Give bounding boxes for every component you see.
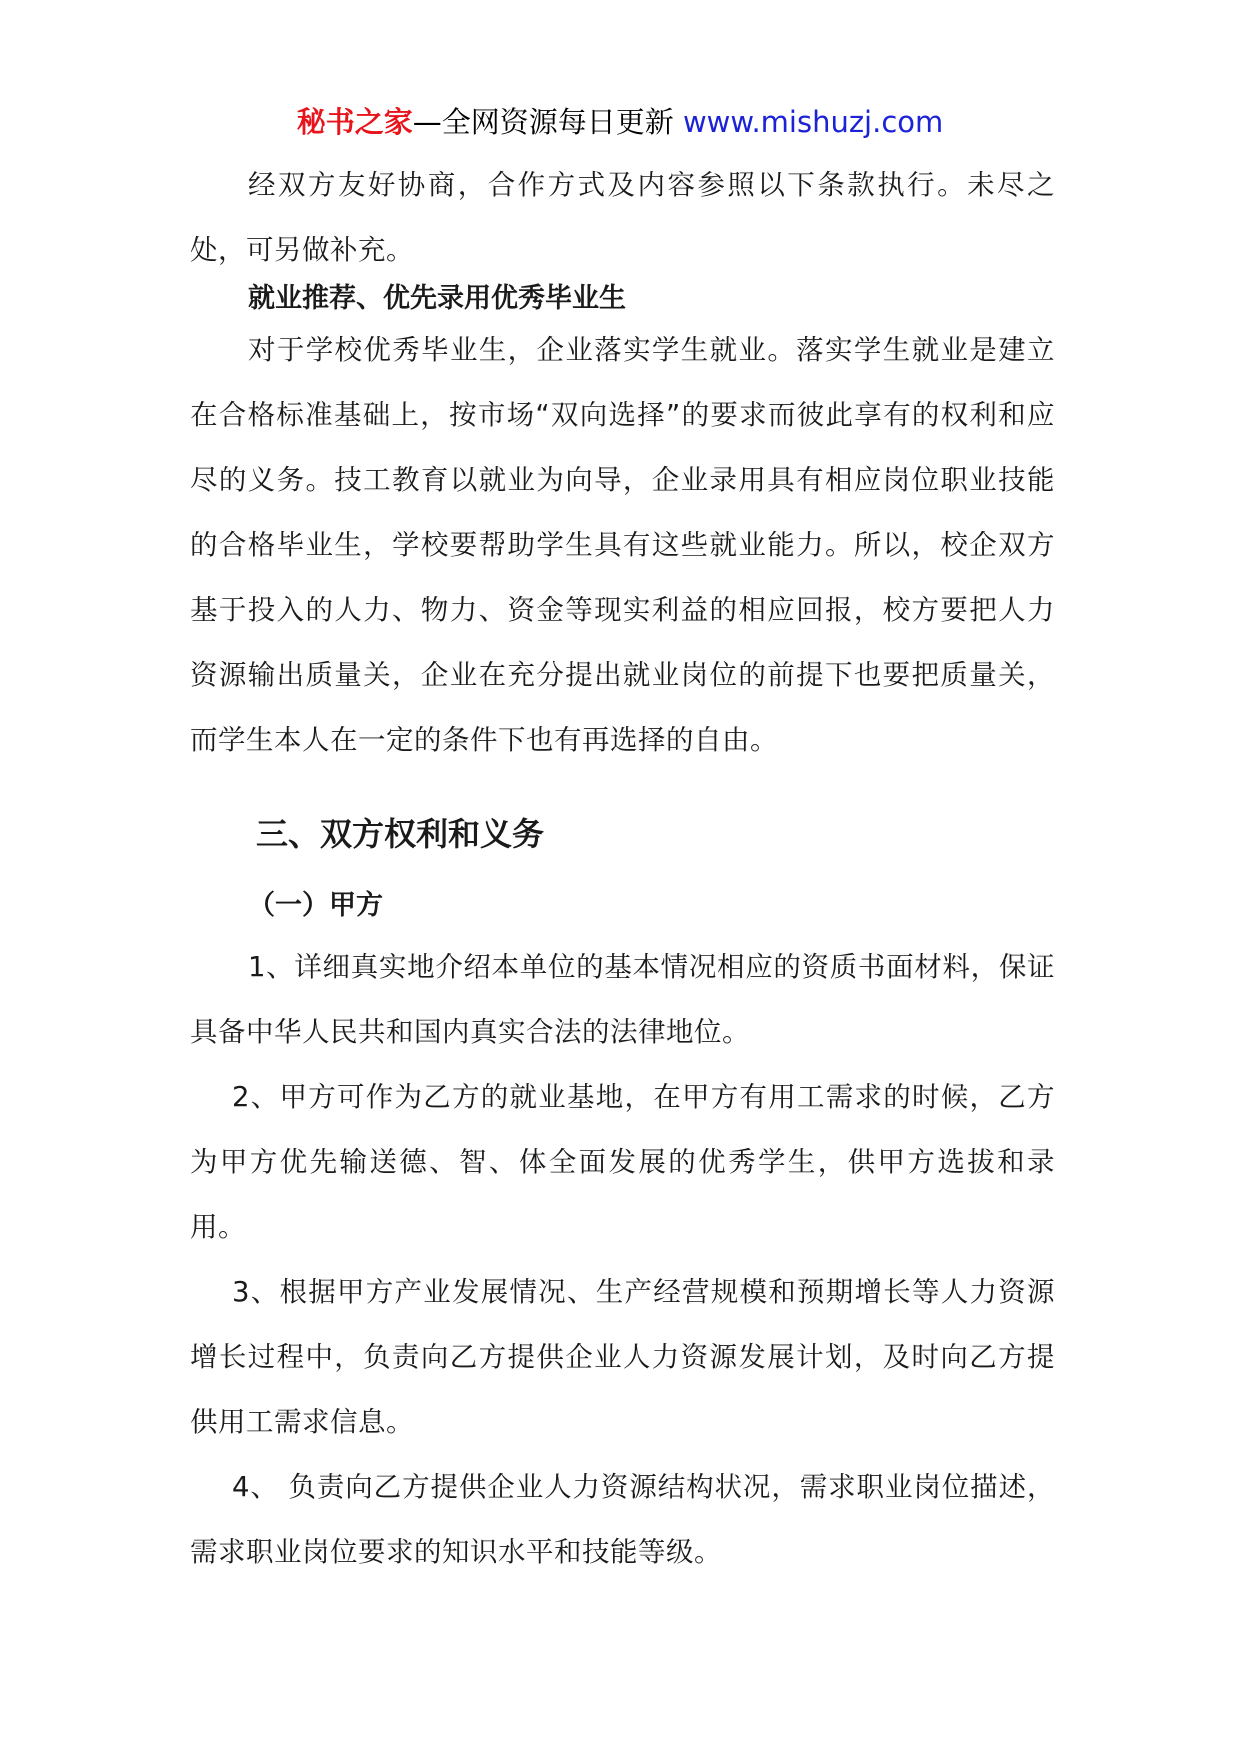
employment-heading: 就业推荐、优先录用优秀毕业生 [248, 283, 626, 314]
employment-paragraph: 对于学校优秀毕业生，企业落实学生就业。落实学生就业是建立在合格标准基础上，按市场“双向选择”的要求而彼此享有的权利和应尽的义务。技工教育以就业为向导，企业录用具有相应岗位职业技能的合格毕业生，学校要帮助学生具有这些就业能力。所以，校企双方基于投入的人力、物力、资金等现实利益的相应回报，校方要把人力资源输出质量关，企业在充分提出就业岗位的前提下也要把质量关，而学生本人在一定的条件下也有再选择的自由。 [190, 334, 1055, 756]
banner-slogan: —全网资源每日更新 [412, 105, 683, 139]
party-a-item-1: 1、详细真实地介绍本单位的基本情况相应的资质书面材料，保证具备中华人民共和国内真实合法的法律地位。 [190, 951, 1055, 1048]
site-url-link[interactable]: www.mishuzj.com [682, 105, 944, 139]
party-a-item-3: 3、根据甲方产业发展情况、生产经营规模和预期增长等人力资源增长过程中，负责向乙方提供企业人力资源发展计划，及时向乙方提供用工需求信息。 [190, 1276, 1055, 1438]
intro-paragraph: 经双方友好协商，合作方式及内容参照以下条款执行。未尽之处，可另做补充。 [190, 169, 1055, 266]
site-banner [0, 100, 1240, 144]
party-a-item-4: 4、 负责向乙方提供企业人力资源结构状况，需求职业岗位描述，需求职业岗位要求的知识水平和技能等级。 [190, 1471, 1055, 1568]
party-a-item-2: 2、甲方可作为乙方的就业基地，在甲方有用工需求的时候，乙方为甲方优先输送德、智、体全面发展的优秀学生，供甲方选拔和录用。 [190, 1081, 1055, 1243]
brand-name: 秘书之家 [296, 105, 413, 139]
party-a-heading: （一）甲方 [248, 890, 383, 921]
section-three-heading: 三、双方权利和义务 [256, 815, 545, 853]
